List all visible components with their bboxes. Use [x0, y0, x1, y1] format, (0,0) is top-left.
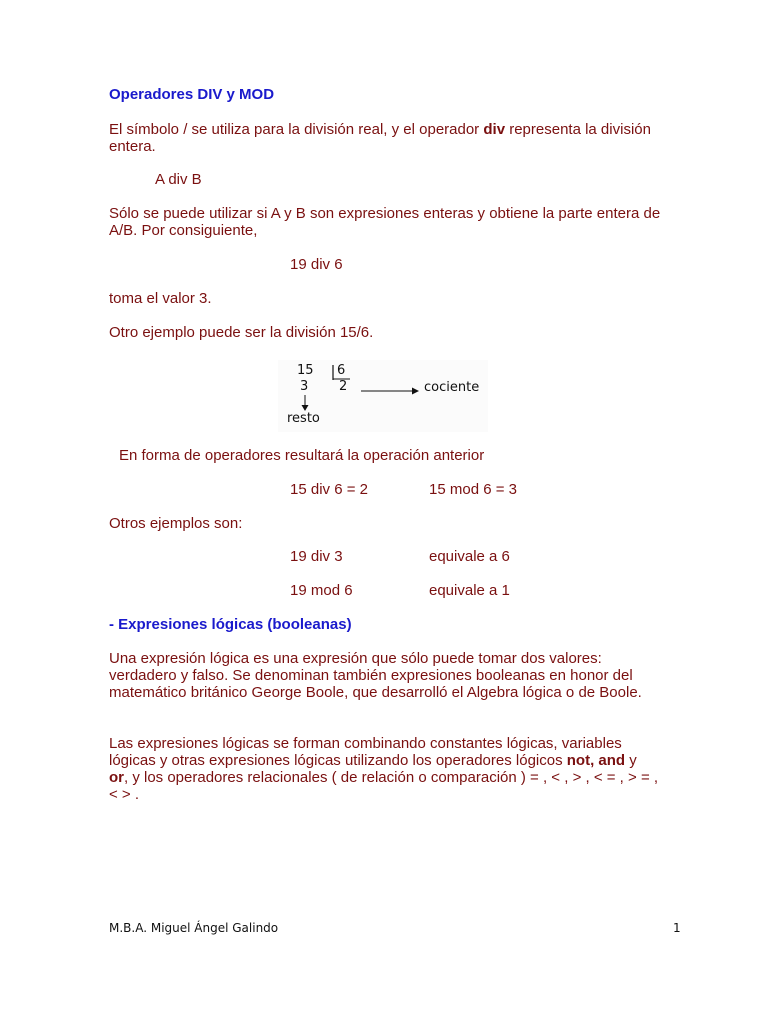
section-title-logical-expressions: - Expresiones lógicas (booleanas) [109, 616, 352, 633]
paragraph-logical-operators [109, 735, 659, 803]
remainder-caption: resto [287, 411, 320, 426]
keyword-not-and: not, and [566, 752, 626, 769]
example-row-2-result: equivale a 1 [429, 582, 510, 599]
divisor-label: 6 [337, 363, 346, 378]
paragraph-logical-operators-text-2: y [625, 752, 637, 769]
section-title-div-mod: Operadores DIV y MOD [109, 86, 275, 103]
paragraph-other-examples: Otros ejemplos son: [109, 515, 243, 532]
expression-a-div-b: A div B [155, 171, 202, 188]
ops-row-div: 15 div 6 = 2 [290, 481, 368, 498]
long-division-diagram [278, 360, 488, 432]
paragraph-logical-definition: Una expresión lógica es una expresión que sólo puede tomar dos valores: verdadero y falso. Se denominan también expresiones booleanas en honor del matemático británico George Boole, que desarrolló el Algebra lógica o de Boole. [109, 650, 642, 701]
paragraph-result-value: toma el valor 3. [109, 290, 212, 307]
paragraph-operator-form: En forma de operadores resultará la operación anterior [119, 447, 485, 464]
footer-page-number: 1 [673, 921, 681, 935]
footer-author: M.B.A. Miguel Ángel Galindo [109, 921, 279, 935]
paragraph-division-text-1: El símbolo / se utiliza para la división real, y el operador [109, 121, 484, 138]
paragraph-division [109, 121, 669, 155]
paragraph-integer-expressions: Sólo se puede utilizar si A y B son expresiones enteras y obtiene la parte entera de A/B. Por consiguiente, [109, 205, 661, 239]
example-row-2-expr: 19 mod 6 [290, 582, 353, 599]
example-19-div-6: 19 div 6 [290, 256, 343, 273]
keyword-or: or [109, 769, 124, 786]
ops-row-mod: 15 mod 6 = 3 [429, 481, 517, 498]
quotient-label: 2 [339, 379, 348, 394]
paragraph-logical-operators-text-3: , y los operadores relacionales ( de relación o comparación ) = , < , > , < = , > = , < > . [109, 769, 659, 803]
keyword-div: div [483, 121, 506, 138]
paragraph-another-example: Otro ejemplo puede ser la división 15/6. [109, 324, 374, 341]
paragraph-division-text-2: representa la división entera. [109, 121, 651, 155]
example-row-1-result: equivale a 6 [429, 548, 510, 565]
remainder-label: 3 [300, 379, 309, 394]
paragraph-logical-operators-text-1: Las expresiones lógicas se forman combinando constantes lógicas, variables lógicas y otras expresiones lógicas utilizando los operadores lógicos [109, 735, 622, 769]
dividend-label: 15 [297, 363, 314, 378]
example-row-1-expr: 19 div 3 [290, 548, 343, 565]
quotient-caption: cociente [424, 380, 480, 395]
